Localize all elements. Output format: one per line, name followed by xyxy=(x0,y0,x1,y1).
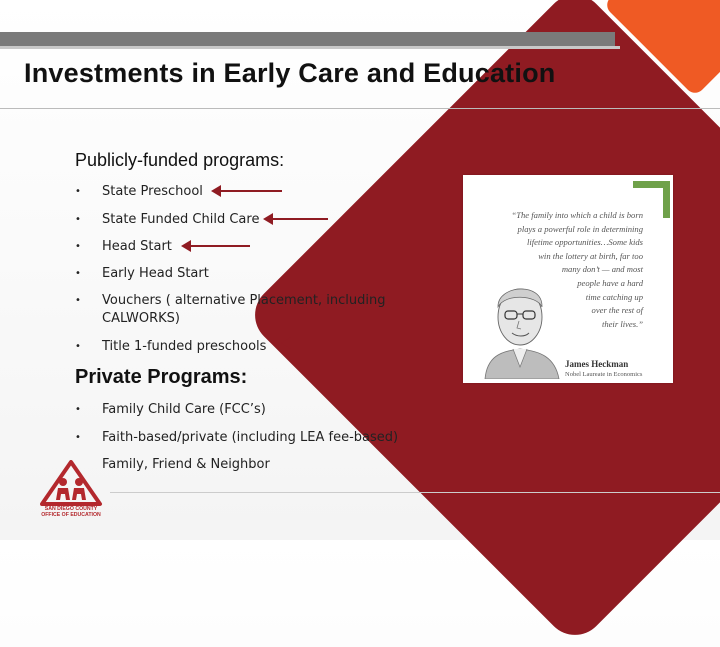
bullet: • xyxy=(75,268,81,279)
list-item-vouchers-cont: CALWORKS) xyxy=(102,311,180,326)
arrow-pointer xyxy=(272,218,328,220)
bullet: • xyxy=(75,214,81,225)
private-programs-heading: Private Programs: xyxy=(75,366,248,388)
bullet: • xyxy=(75,295,81,306)
quote-card xyxy=(463,175,673,383)
quote-line: their lives.” xyxy=(601,318,643,329)
list-item-vouchers: Vouchers ( alternative Placement, including xyxy=(102,293,386,308)
list-item-state-preschool: State Preschool xyxy=(102,184,203,199)
list-item-head-start: Head Start xyxy=(102,239,172,254)
footer-divider xyxy=(110,492,720,493)
bullet: • xyxy=(75,241,81,252)
quote-line: many don’t — and most xyxy=(561,264,643,275)
portrait-illustration xyxy=(475,267,565,379)
logo-text xyxy=(36,506,106,518)
bullet: • xyxy=(75,404,81,415)
logo-line: SAN DIEGO COUNTY xyxy=(44,506,98,512)
quote-line: over the rest of xyxy=(591,305,643,316)
bullet: • xyxy=(75,186,81,197)
arrow-pointer xyxy=(290,342,354,344)
bullet: • xyxy=(75,341,81,352)
list-item-early-head-start: Early Head Start xyxy=(102,266,209,281)
arrow-pointer xyxy=(190,245,250,247)
list-item-faith-based: Faith-based/private (including LEA fee-based) xyxy=(102,430,399,445)
header-bar xyxy=(0,32,615,46)
header-bar-accent xyxy=(0,46,620,49)
quote-line: “The family into which a child is born xyxy=(511,210,643,220)
list-item-state-funded-child-care: State Funded Child Care xyxy=(102,212,260,227)
quote-line: win the lottery at birth, far too xyxy=(538,250,643,261)
public-programs-heading: Publicly-funded programs: xyxy=(75,150,285,170)
list-item-family-friend-neighbor: Family, Friend & Neighbor xyxy=(102,457,270,472)
quote-author-title: Nobel Laureate in Economics xyxy=(565,371,643,378)
quote-line: people have a hard xyxy=(577,277,643,288)
list-item-family-child-care: Family Child Care (FCC’s) xyxy=(102,402,266,417)
bullet: • xyxy=(75,432,81,443)
arrow-pointer xyxy=(220,190,282,192)
quote-line: lifetime opportunities…Some kids xyxy=(526,237,643,248)
logo-line: OFFICE OF EDUCATION xyxy=(41,512,101,518)
quote-line: plays a powerful role in determining xyxy=(517,223,643,234)
list-item-title1-preschools: Title 1-funded preschools xyxy=(102,339,267,354)
slide-title: Investments in Early Care and Education xyxy=(24,58,556,88)
quote-author: James Heckman xyxy=(565,359,629,369)
quote-line: time catching up xyxy=(585,291,643,302)
title-divider xyxy=(0,108,720,109)
